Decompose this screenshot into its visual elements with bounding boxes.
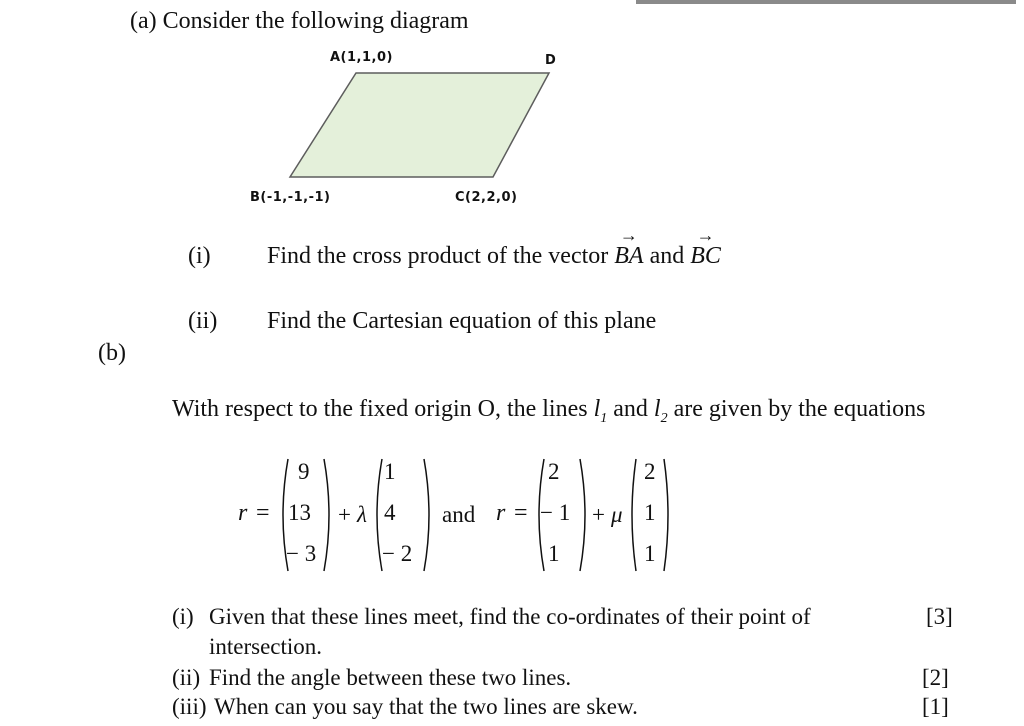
q-b-iii-number: (iii) xyxy=(172,694,207,719)
q-a-i-number: (i) xyxy=(188,243,211,269)
q-b-ii-number: (ii) xyxy=(172,665,201,690)
vec1-z: − 3 xyxy=(286,541,317,566)
vec3-x: 2 xyxy=(548,459,560,484)
q-a-ii-number: (ii) xyxy=(188,308,218,334)
vec4-x: 2 xyxy=(644,459,656,484)
point-d-label: D xyxy=(545,53,557,68)
line-l1: $l_1$ xyxy=(593,396,608,426)
eq1-equals: = xyxy=(256,500,270,526)
eq2-r: r xyxy=(496,500,506,526)
vec2-x: 1 xyxy=(384,459,396,484)
eq2-equals: = xyxy=(514,500,528,526)
eq1-plus: + xyxy=(338,502,351,527)
q-b-i-number: (i) xyxy=(172,604,194,629)
intro-and: and xyxy=(613,396,648,422)
eq1-lambda: λ xyxy=(357,502,367,527)
intro-pre: With respect to the fixed origin O, the lines xyxy=(172,396,588,422)
eq2-mu: μ xyxy=(611,502,623,527)
vec3-y: − 1 xyxy=(540,500,571,525)
q-b-ii-text: Find the angle between these two lines. xyxy=(209,665,572,690)
q-b-i-marks: [3] xyxy=(926,604,953,629)
q-a-ii-text: Find the Cartesian equation of this plane xyxy=(267,308,657,334)
top-edge-bar xyxy=(636,0,1016,4)
vector-direction-1 xyxy=(372,455,434,575)
parallelogram-shape xyxy=(290,73,549,177)
point-c-label: C(2,2,0) xyxy=(455,190,518,205)
vec4-z: 1 xyxy=(644,541,656,566)
part-b-label: (b) xyxy=(98,340,126,366)
vec2-y: 4 xyxy=(384,500,396,525)
q-a-i-prompt: Find the cross product of the vector xyxy=(267,243,609,269)
part-b-intro xyxy=(172,396,926,427)
q-a-i-and: and xyxy=(649,243,685,269)
q-b-i-line1: Given that these lines meet, find the co-ordinates of their point of xyxy=(209,604,811,629)
q-b-ii-marks: [2] xyxy=(922,665,949,690)
vector-direction-2 xyxy=(628,455,672,575)
intro-post: are given by the equations xyxy=(673,396,926,422)
vector-ba: → BA xyxy=(614,243,643,270)
q-b-iii-marks: [1] xyxy=(922,694,949,719)
vec4-y: 1 xyxy=(644,500,656,525)
vector-position-1 xyxy=(276,455,336,575)
eq1-r: r xyxy=(238,500,248,526)
q-b-i-line2: intersection. xyxy=(209,634,323,659)
vec1-x: 9 xyxy=(298,459,310,484)
eq2-plus: + xyxy=(592,502,605,527)
part-a-heading: (a) Consider the following diagram xyxy=(130,8,469,34)
vector-bc: → BC xyxy=(690,243,721,270)
q-b-iii-text: When can you say that the two lines are skew. xyxy=(214,694,638,719)
eq-and: and xyxy=(442,502,476,527)
q-a-i-text xyxy=(267,243,721,270)
line-l2: $l_2$ xyxy=(653,396,668,426)
vec3-z: 1 xyxy=(548,541,560,566)
vector-position-2 xyxy=(534,455,590,575)
point-a-label: A(1,1,0) xyxy=(330,50,393,65)
point-b-label: B(-1,-1,-1) xyxy=(250,190,331,205)
vec1-y: 13 xyxy=(288,500,311,525)
vec2-z: − 2 xyxy=(382,541,413,566)
